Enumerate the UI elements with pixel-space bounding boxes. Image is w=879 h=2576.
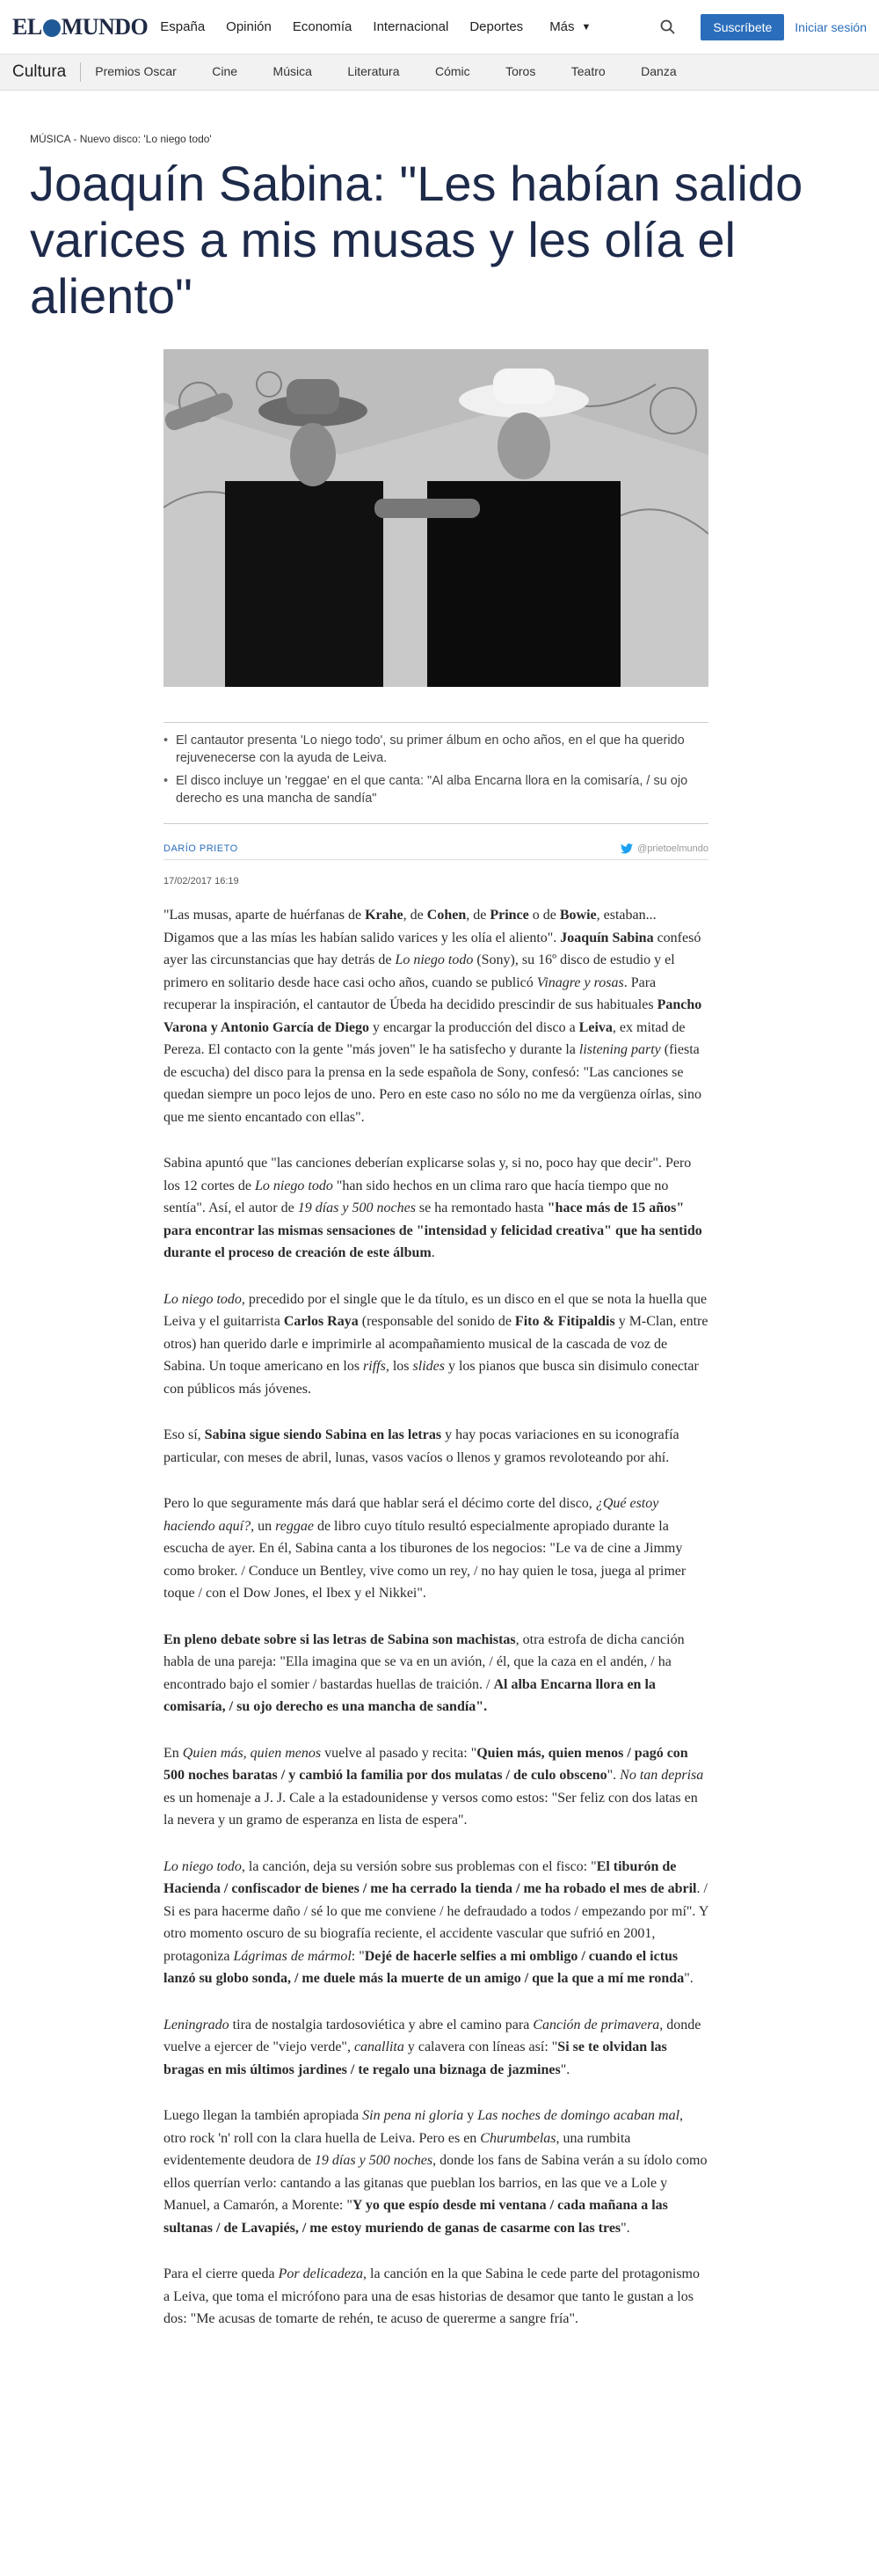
article-body — [163, 904, 708, 2331]
bold-text: Prince — [490, 908, 529, 923]
text-run: Luego llegan la también apropiada — [163, 2108, 363, 2123]
article-paragraph — [163, 1152, 708, 1265]
italic-text: slides — [412, 1359, 445, 1374]
italic-text: Por delicadeza — [278, 2266, 364, 2281]
italic-text: listening party — [578, 1042, 661, 1057]
text-run: , la canción en la que Sabina le cede parte del protagonismo a Leiva, que toma el micrófono para una de esas historias de desamor que tanto le gustan a los dos: "Me acusas de tomarte de rehén, te acuso de quererme a sangre fría". — [163, 2266, 700, 2326]
italic-text: No tan deprisa — [620, 1768, 704, 1783]
text-run: , un — [251, 1518, 276, 1534]
section-nav-item[interactable]: Toros — [505, 64, 536, 78]
globe-icon — [43, 19, 61, 37]
text-run: , estaban... Digamos que a las mías les habían salido varices y les olía el aliento". — [163, 908, 657, 945]
italic-text: reggae — [275, 1518, 314, 1534]
breadcrumb-separator: - — [70, 133, 80, 145]
text-run: Sabina apuntó que "las canciones deberían explicarse solas y, si no, poco hay que decir". Pero los 12 cortes de — [163, 1156, 692, 1193]
text-run: de libro cuyo título resultó especialmente apropiado durante la escucha de ayer. En él, Sabina canta a los tiburones de los negocios: "Le va de cine a Jimmy como broker. / Conduce un Bentley, vive como un rey, / no hay quien le tosa, juega al primer toque / con el Dow Jones, el Ibex y el Nikkei". — [163, 1518, 686, 1601]
text-run: y encargar la producción del disco a — [368, 1019, 579, 1035]
text-run: , donde los fans de Sabina verán a su ídolo como ellos querrían verlo: cantando a las gitanas que pueblan los barrios, en las que ve a Lole y Manuel, a Camarón, a Morente: " — [163, 2153, 708, 2213]
text-run: (fiesta de escucha) del disco para la prensa en la sede española de Sony, confesó: "Las canciones se quedan siempre un poco lejos de uno. Pero en este caso no sólo no me da vergüenza oírlas, sino que me siento encantado con ellas". — [163, 1042, 701, 1125]
text-run: Para el cierre queda — [163, 2266, 279, 2281]
breadcrumb-tag[interactable]: Nuevo disco: 'Lo niego todo' — [79, 133, 212, 145]
text-run: , la canción, deja su versión sobre sus problemas con el fisco: " — [241, 1858, 597, 1874]
italic-text: Churumbelas — [480, 2130, 556, 2146]
italic-text: Lo niego todo — [395, 952, 474, 967]
section-nav-item[interactable]: Danza — [641, 64, 677, 78]
summary-item: • El cantautor presenta 'Lo niego todo', su primer álbum en ocho años, en el que ha querido rejuvenecerse con la ayuda de Leiva. — [163, 732, 708, 767]
nav-item-opinion[interactable]: Opinión — [226, 19, 272, 34]
article-paragraph — [163, 2263, 708, 2331]
bold-text: Dejé de hacerle selfies a mi ombligo / cuando el ictus lanzó su globo sonda, / me duele más la muerte de un amigo / que la que a mí me ronda — [163, 1948, 685, 1986]
section-nav-item[interactable]: Cine — [212, 64, 238, 78]
article-paragraph — [163, 2105, 708, 2239]
text-run: y hay pocas variaciones en su iconografía particular, con meses de abril, lunas, vasos vacíos o llenos y gramos revoloteando por ahí. — [163, 1427, 679, 1465]
publish-date: 17/02/2017 16:19 — [163, 876, 239, 887]
chevron-down-icon: ▼ — [581, 21, 592, 33]
bold-text: En pleno debate sobre si las letras de Sabina son machistas — [163, 1631, 516, 1647]
article-paragraph — [163, 1742, 708, 1832]
section-nav — [95, 64, 708, 80]
text-run: , donde vuelve a ejercer de "viejo verde", — [163, 2017, 701, 2054]
twitter-icon — [621, 843, 633, 854]
text-run: ". — [607, 1768, 621, 1783]
italic-text: 19 días y 500 noches — [297, 1200, 416, 1215]
section-name[interactable]: Cultura — [12, 62, 81, 82]
search-icon[interactable] — [660, 19, 676, 35]
section-nav-item[interactable]: Teatro — [570, 64, 606, 78]
bold-text: Si se te olvidan las bragas en mis últimos jardines / te regalo una biznaga de jazmines — [163, 2040, 667, 2077]
bold-text: Pancho Varona y Antonio García de Diego — [163, 997, 702, 1035]
site-logo[interactable] — [12, 14, 148, 40]
section-bar — [0, 55, 879, 91]
bold-text: Leiva — [578, 1019, 613, 1035]
article-paragraph — [163, 1424, 708, 1469]
italic-text: Canción de primavera — [533, 2017, 660, 2032]
text-run: , ex mitad de Pereza. El contacto con la gente "más joven" le ha satisfecho y durante la — [163, 1019, 686, 1057]
section-nav-item[interactable]: Premios Oscar — [95, 64, 177, 78]
byline — [163, 843, 708, 860]
article-paragraph — [163, 2014, 708, 2082]
subscribe-button[interactable]: Suscríbete — [701, 14, 784, 40]
logo-text-left: EL — [12, 13, 42, 40]
bold-text: Fito & Fitipaldis — [514, 1314, 615, 1329]
nav-item-deportes[interactable]: Deportes — [469, 19, 524, 34]
bold-text: El tiburón de Hacienda / confiscador de bienes / me ha cerrado la tienda / me ha robado el mes de abril — [163, 1858, 697, 1896]
article-paragraph — [163, 1856, 708, 1990]
text-run: (Sony), su 16º disco de estudio y el primero en solitario desde hace casi ocho años, cuando se publicó — [163, 952, 675, 990]
text-run: y calavera con líneas así: " — [403, 2040, 558, 2054]
text-run: y M-Clan, entre otros) han querido darle e imprimirle al acompañamiento musical de la cascada de voz de Sabina. Un toque americano en los — [163, 1314, 708, 1374]
article-paragraph — [163, 1288, 708, 1401]
text-run: . / Si es para hacerme daño / sé lo que me conviene / he defraudado a todos / empezando por mí". Y otro momento oscuro de su biografía reciente, el accidente vascular que sufrió en 2001, protagoniza — [163, 1881, 708, 1964]
text-run: se ha remontado hasta — [415, 1200, 548, 1215]
main-nav — [160, 19, 544, 34]
bold-text: Y yo que espío desde mi ventana / cada mañana a las sultanas / de Lavapiés, / me estoy muriendo de ganas de casarme con las tres — [163, 2198, 668, 2236]
more-label: Más — [549, 19, 575, 34]
text-run: vuelve al pasado y recita: " — [321, 1745, 477, 1761]
section-nav-item[interactable]: Música — [272, 64, 312, 78]
text-run: En — [163, 1745, 183, 1761]
italic-text: Las noches de domingo acaban mal — [477, 2108, 680, 2123]
italic-text: Leningrado — [163, 2017, 229, 2032]
author-name[interactable]: DARÍO PRIETO — [163, 843, 238, 854]
text-run: confesó ayer las circunstancias que hay detrás de — [163, 930, 701, 967]
text-run: , los — [385, 1359, 413, 1374]
login-link[interactable]: Iniciar sesión — [795, 19, 867, 34]
bold-text: Sabina sigue siendo Sabina en las letras — [204, 1427, 442, 1442]
summary-item: • El disco incluye un 'reggae' en el que canta: "Al alba Encarna llora en la comisaría, / su ojo derecho es una mancha de sandía" — [163, 772, 708, 807]
bold-text: Bowie — [559, 908, 597, 923]
bold-text: Quien más, quien menos / pagó con 500 noches baratas / y cambió la familia por dos mulatas / de culo obsceno — [163, 1745, 688, 1783]
text-run: "Las musas, aparte de huérfanas de — [163, 908, 366, 923]
bold-text: "hace más de 15 años" para encontrar las mismas sensaciones de "intensidad y felicidad creativa" que ha sentido durante el proceso de creación de este álbum — [163, 1200, 702, 1260]
italic-text: Lo niego todo — [254, 1178, 333, 1193]
article-title: Joaquín Sabina: "Les habían salido varices a mis musas y les olía el aliento" — [30, 156, 803, 324]
bold-text: Krahe — [365, 908, 403, 923]
text-run: es un homenaje a J. J. Cale a la estadounidense y versos como estos: "Ser feliz con dos latas en la nevera y un gramo de esperanza en lista de espera". — [163, 1790, 698, 1828]
breadcrumb-section[interactable]: MÚSICA — [30, 133, 71, 145]
text-run: : " — [351, 1948, 365, 1964]
section-nav-item[interactable]: Cómic — [434, 64, 470, 78]
italic-text: canallita — [353, 2040, 404, 2054]
twitter-handle-link[interactable] — [621, 843, 708, 854]
twitter-handle: @prietoelmundo — [637, 843, 708, 854]
text-run: , de — [466, 908, 490, 923]
text-run: ". — [621, 2220, 630, 2236]
text-run: ". — [560, 2062, 570, 2077]
italic-text: Lo niego todo — [163, 1291, 242, 1307]
text-run: y los pianos que busca sin disimulo conectar con públicos más jóvenes. — [163, 1359, 699, 1397]
article-paragraph — [163, 1629, 708, 1719]
italic-text: Sin pena ni gloria — [362, 2108, 464, 2123]
bold-text: Joaquín Sabina — [560, 930, 654, 945]
article-summary — [163, 722, 708, 824]
italic-text: Lo niego todo — [163, 1858, 242, 1874]
article-photo — [163, 349, 708, 687]
nav-item-espana[interactable]: España — [160, 19, 206, 34]
bold-text: Al alba Encarna llora en la comisaría, / su ojo derecho es una mancha de sandía". — [163, 1676, 656, 1714]
nav-item-internacional[interactable]: Internacional — [373, 19, 449, 34]
text-run: , una rumbita evidentemente deudora de — [163, 2130, 631, 2168]
text-run: tira de nostalgia tardosoviética y abre el camino para — [229, 2017, 534, 2032]
text-run: Eso sí, — [163, 1427, 205, 1442]
bold-text: Cohen — [426, 908, 467, 923]
text-run: , otra estrofa de dicha canción habla de una pareja: "Ella imagina que se va en un avión, / él, que la caza en el andén, / ha encontrado bajo el somier / bastardas huellas de traición. / — [163, 1631, 685, 1692]
italic-text: ¿Qué estoy haciendo aquí? — [163, 1496, 659, 1534]
logo-text-right: MUNDO — [61, 13, 149, 40]
text-run: o de — [528, 908, 560, 923]
text-run: "han sido hechos en un clima raro que hacía tiempo que no sentía". Así, el autor de — [163, 1178, 669, 1215]
text-run: , de — [403, 908, 427, 923]
bold-text: Carlos Raya — [283, 1314, 359, 1329]
italic-text: 19 días y 500 noches — [314, 2153, 433, 2168]
text-run: y — [463, 2108, 478, 2123]
italic-text: Quien más, quien menos — [182, 1745, 322, 1761]
italic-text: Vinagre y rosas — [536, 974, 624, 990]
text-run: , otro rock 'n' roll con la clara huella de Leiva. Pero es en — [163, 2108, 684, 2146]
section-nav-item[interactable]: Literatura — [347, 64, 400, 78]
text-run: (responsable del sonido de — [358, 1314, 515, 1329]
text-run: . — [431, 1245, 435, 1260]
article-paragraph — [163, 1492, 708, 1605]
nav-item-economia[interactable]: Economía — [292, 19, 352, 34]
text-run: ". — [684, 1971, 694, 1986]
text-run: Pero lo que seguramente más dará que hablar será el décimo corte del disco, — [163, 1496, 596, 1511]
more-menu[interactable] — [549, 19, 591, 34]
italic-text: Lágrimas de mármol — [233, 1948, 352, 1964]
italic-text: riffs — [363, 1359, 386, 1374]
breadcrumb — [30, 133, 879, 145]
site-header — [0, 0, 879, 55]
text-run: . Para recuperar la inspiración, el cantautor de Úbeda ha decidido prescindir de sus habituales — [163, 974, 657, 1012]
text-run: , precedido por el single que le da título, es un disco en el que se nota la huella que Leiva y el guitarrista — [163, 1291, 708, 1329]
article-paragraph — [163, 904, 708, 1128]
